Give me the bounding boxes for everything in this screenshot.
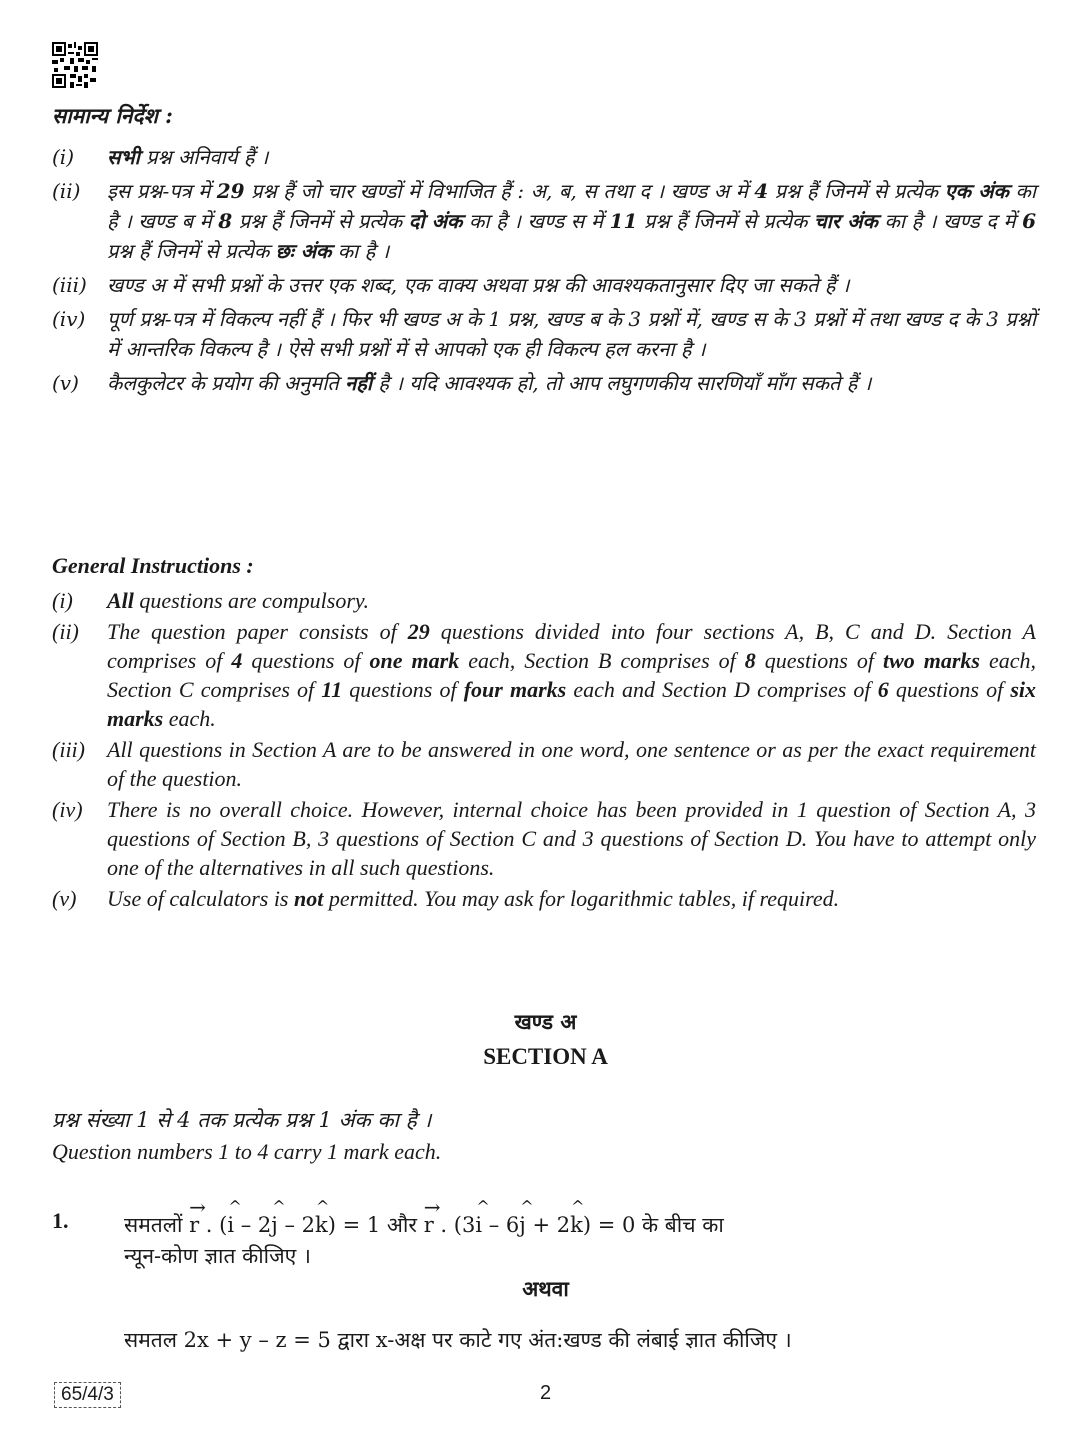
list-item [52, 176, 1036, 266]
item-text: प्रश्न हैं जिनमें से प्रत्येक [232, 209, 409, 233]
instructions-hi-list [52, 142, 1036, 402]
item-text: खण्ड अ में सभी प्रश्नों के उत्तर एक शब्द, एक वाक्य अथवा प्रश्न की आवश्यकतानुसार दिए जा सकते हैं । [107, 273, 850, 297]
section-note-hi: प्रश्न संख्या 1 से 4 तक प्रत्येक प्रश्न 1 अंक का है । [52, 1108, 432, 1132]
item-text: each, Section B comprises of [459, 648, 745, 673]
vector-r: → r [424, 1205, 434, 1237]
question-text: समतलों [124, 1213, 190, 1237]
question-text: . ( [199, 1213, 228, 1237]
instructions-en-list [52, 586, 1036, 915]
bold-text: 29 [407, 619, 430, 644]
bold-text: six marks [107, 677, 1037, 731]
list-item [52, 270, 1036, 300]
item-text: पूर्ण प्रश्न-पत्र में विकल्प नहीं हैं । फिर भी खण्ड अ के 1 प्रश्न, खण्ड ब के 3 प्रश्नों में, खण्ड स के 3 प्रश्नों में तथा खण्ड द के 3 प्रश्नों में आन्तरिक विकल्प है । ऐसे सभी प्रश्नों में से आपको एक ही विकल्प हल करना है । [107, 307, 1036, 361]
item-text: प्रश्न हैं जिनमें से प्रत्येक [768, 179, 945, 203]
question-number: 1. [52, 1208, 69, 1233]
question-text: – 2 [234, 1213, 272, 1237]
paper-code: 65/4/3 [54, 1382, 121, 1408]
item-number: (ii) [52, 619, 79, 644]
item-text: questions of [888, 677, 1011, 702]
item-number: (ii) [52, 179, 81, 203]
section-title-en: SECTION A [483, 1044, 608, 1069]
item-number: (iv) [52, 797, 83, 822]
list-item [52, 795, 1036, 882]
page-number: 2 [539, 1382, 552, 1404]
item-text: है । यदि आवश्यक हो, तो आप लघुगणकीय सारणियाँ माँग सकते हैं । [372, 371, 872, 395]
item-number: (i) [52, 145, 75, 169]
item-text: questions are compulsory. [133, 588, 369, 613]
question-text-line1 [124, 1205, 724, 1239]
item-text: का है । [331, 239, 390, 263]
item-text: का है । खण्ड द में [877, 209, 1023, 233]
item-text: इस प्रश्न-पत्र में [107, 179, 217, 203]
unit-vector-j: ^ j [271, 1207, 278, 1237]
unit-vector-k: ^ k [570, 1207, 583, 1237]
unit-vector-j: ^ j [519, 1207, 526, 1237]
item-text: questions divided into four sections A, B, C and D. Section A comprises of [107, 619, 1036, 673]
item-text: प्रश्न अनिवार्य हैं । [139, 145, 269, 169]
item-text: का है । खण्ड ब में [107, 179, 1037, 233]
section-title-hi: खण्ड अ [514, 1009, 577, 1034]
question-text: ) = 0 के बीच का [582, 1213, 724, 1237]
or-separator: अथवा [522, 1276, 569, 1301]
bold-text: two marks [882, 648, 980, 673]
question-text: ) = 1 और [327, 1213, 424, 1237]
bold-text: 29 [216, 179, 245, 203]
item-text: प्रश्न हैं जो चार खण्डों में विभाजित हैं : अ, ब, स तथा द । खण्ड अ में [244, 179, 755, 203]
unit-vector-i: ^ i [475, 1207, 482, 1237]
item-text: questions of [242, 648, 370, 673]
item-text: कैलकुलेटर के प्रयोग की अनुमति [107, 371, 346, 395]
item-text: There is no overall choice. However, internal choice has been provided in 1 question of Section A, 3 questions of Section B, 3 questions of Section C and 3 questions of Section D. You have to attempt only one of the alternatives in all such questions. [107, 797, 1036, 880]
item-text: each, Section C comprises of [107, 648, 1036, 702]
item-number: (v) [52, 886, 77, 911]
bold-text: 11 [321, 677, 343, 702]
question-text: – 2 [277, 1213, 316, 1237]
instructions-en-heading: General Instructions : [52, 553, 254, 578]
list-item [52, 368, 1036, 398]
list-item [52, 884, 1036, 913]
item-text: प्रश्न हैं जिनमें से प्रत्येक [637, 209, 814, 233]
item-number: (iii) [52, 273, 87, 297]
qr-code [52, 42, 98, 88]
unit-vector-k: ^ k [315, 1207, 328, 1237]
item-text: Use of calculators is [107, 886, 294, 911]
bold-text: छः अंक [275, 239, 332, 263]
bold-text: 11 [609, 209, 638, 233]
question-text: – 6 [482, 1213, 520, 1237]
bold-text: 8 [218, 209, 233, 233]
bold-text: एक अंक [944, 179, 1009, 203]
bold-text: not [294, 886, 324, 911]
bold-text: 6 [877, 677, 889, 702]
item-text: All questions in Section A are to be answered in one word, one sentence or as per the exact requirement of the question. [107, 737, 1036, 791]
vector-r: → r [189, 1205, 199, 1237]
bold-text: 8 [744, 648, 756, 673]
item-text: The question paper consists of [107, 619, 408, 644]
list-item [52, 142, 1036, 172]
list-item [52, 617, 1036, 733]
alternative-question: समतल 2x + y – z = 5 द्वारा x-अक्ष पर काटे गए अंत:खण्ड की लंबाई ज्ञात कीजिए । [124, 1328, 792, 1352]
item-text: questions of [342, 677, 464, 702]
item-text: each and Section D comprises of [566, 677, 878, 702]
item-text: प्रश्न हैं जिनमें से प्रत्येक [107, 239, 276, 263]
question-text: . (3 [433, 1213, 476, 1237]
instructions-hi-heading: सामान्य निर्देश : [52, 103, 173, 128]
item-number: (iv) [52, 307, 86, 331]
section-note-en: Question numbers 1 to 4 carry 1 mark each. [52, 1139, 442, 1164]
item-number: (v) [52, 371, 79, 395]
list-item [52, 735, 1036, 793]
bold-text: 4 [231, 648, 243, 673]
list-item [52, 586, 1036, 615]
bold-text: All [107, 588, 134, 613]
question-text-line2: न्यून-कोण ज्ञात कीजिए । [124, 1244, 311, 1268]
item-text: permitted. You may ask for logarithmic tables, if required. [323, 886, 840, 911]
bold-text: सभी [107, 145, 140, 169]
bold-text: four marks [463, 677, 567, 702]
question-text: + 2 [525, 1213, 571, 1237]
bold-text: one mark [369, 648, 460, 673]
item-text: each. [163, 706, 216, 731]
bold-text: 4 [754, 179, 769, 203]
bold-text: नहीं [345, 371, 373, 395]
unit-vector-i: ^ i [227, 1207, 234, 1237]
item-text: का है । खण्ड स में [462, 209, 610, 233]
bold-text: 6 [1022, 209, 1037, 233]
item-number: (iii) [52, 737, 85, 762]
bold-text: चार अंक [813, 209, 878, 233]
item-number: (i) [52, 588, 73, 613]
list-item [52, 304, 1036, 364]
bold-text: दो अंक [408, 209, 463, 233]
item-text: questions of [755, 648, 883, 673]
